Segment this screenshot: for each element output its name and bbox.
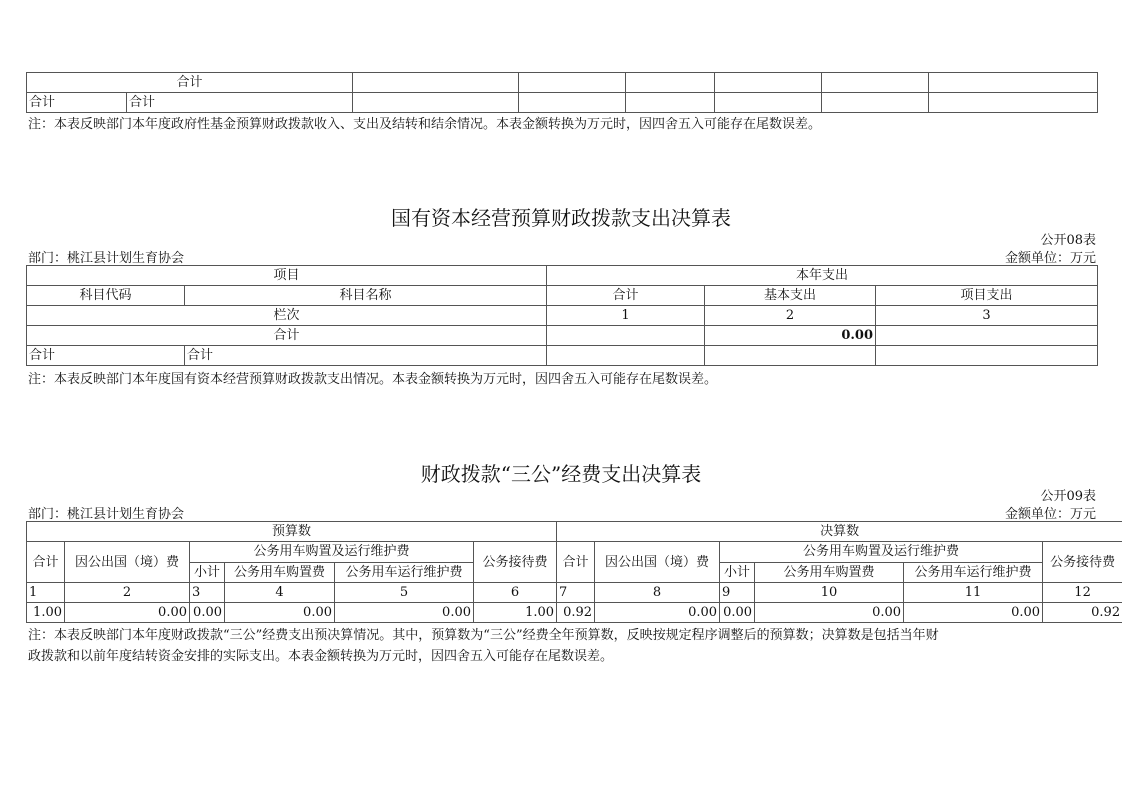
table09-num: 11 bbox=[904, 583, 1043, 603]
table08-lanci-1: 1 bbox=[547, 306, 705, 326]
table09-num: 3 bbox=[190, 583, 225, 603]
table08 bbox=[26, 265, 1098, 366]
table09-num: 1 bbox=[27, 583, 65, 603]
table09-f-total: 合计 bbox=[557, 542, 595, 583]
table09-num: 4 bbox=[225, 583, 335, 603]
table09-b-abroad: 因公出国（境）费 bbox=[65, 542, 190, 583]
table09-unit: 金额单位：万元 bbox=[1004, 507, 1096, 522]
table08-row-lanci: 栏次 bbox=[27, 306, 547, 326]
table09-b-total: 合计 bbox=[27, 542, 65, 583]
table09-value: 0.92 bbox=[557, 603, 595, 623]
table09-value: 1.00 bbox=[474, 603, 557, 623]
table09-num: 7 bbox=[557, 583, 595, 603]
table08-total-basic: 0.00 bbox=[705, 326, 876, 346]
table09-f-subtotal: 小计 bbox=[720, 562, 755, 583]
table09-num: 9 bbox=[720, 583, 755, 603]
table09-budget: 预算数 bbox=[27, 522, 557, 542]
table09-num: 6 bbox=[474, 583, 557, 603]
table09-f-reception: 公务接待费 bbox=[1043, 542, 1122, 583]
table08-note: 注：本表反映部门本年度国有资本经营预算财政拨款支出情况。本表金额转换为万元时，因四舍五入可能存在尾数误差。 bbox=[28, 372, 718, 387]
table09-num: 12 bbox=[1043, 583, 1122, 603]
table09-value: 0.00 bbox=[720, 603, 755, 623]
table08-dept: 部门：桃江县计划生育协会 bbox=[28, 251, 185, 266]
table09-final: 决算数 bbox=[557, 522, 1122, 542]
table09-b-car-buy: 公务用车购置费 bbox=[225, 562, 335, 583]
table08-lanci-2: 2 bbox=[705, 306, 876, 326]
top-table bbox=[26, 72, 1098, 113]
table09-value: 0.00 bbox=[225, 603, 335, 623]
table09-value: 0.92 bbox=[1043, 603, 1122, 623]
table09-b-car-run: 公务用车运行维护费 bbox=[335, 562, 474, 583]
table08-row-total: 合计 bbox=[27, 326, 547, 346]
table09 bbox=[26, 521, 1122, 623]
table09-dept: 部门：桃江县计划生育协会 bbox=[28, 507, 185, 522]
table08-col-code: 科目代码 bbox=[27, 286, 185, 306]
table08-last-col1: 合计 bbox=[27, 346, 185, 366]
table09-b-car: 公务用车购置及运行维护费 bbox=[190, 542, 474, 563]
table09-f-abroad: 因公出国（境）费 bbox=[595, 542, 720, 583]
table08-col-name: 科目名称 bbox=[185, 286, 547, 306]
table09-value: 0.00 bbox=[190, 603, 225, 623]
table09-f-car: 公务用车购置及运行维护费 bbox=[720, 542, 1043, 563]
table08-header-year: 本年支出 bbox=[547, 266, 1098, 286]
table09-value: 0.00 bbox=[65, 603, 190, 623]
table08-code: 公开08表 bbox=[1040, 233, 1096, 248]
table09-f-car-buy: 公务用车购置费 bbox=[755, 562, 904, 583]
table08-header-item: 项目 bbox=[27, 266, 547, 286]
table08-last-col2: 合计 bbox=[185, 346, 547, 366]
table09-value: 1.00 bbox=[27, 603, 65, 623]
table08-col-project: 项目支出 bbox=[876, 286, 1098, 306]
table09-note-line2: 政拨款和以前年度结转资金安排的实际支出。本表金额转换为万元时，因四舍五入可能存在尾数误差。 bbox=[28, 649, 614, 664]
table09-num: 10 bbox=[755, 583, 904, 603]
table09-code: 公开09表 bbox=[1040, 489, 1096, 504]
table09-num: 8 bbox=[595, 583, 720, 603]
table09-num: 2 bbox=[65, 583, 190, 603]
table09-title: 财政拨款“三公”经费支出决算表 bbox=[420, 462, 702, 486]
top-row2-col2: 合计 bbox=[127, 93, 353, 113]
table09-value: 0.00 bbox=[904, 603, 1043, 623]
table09-note-line1: 注：本表反映部门本年度财政拨款“三公”经费支出预决算情况。其中，预算数为“三公”经费全年预算数，反映按规定程序调整后的预算数；决算数是包括当年财 bbox=[28, 628, 939, 643]
table09-b-reception: 公务接待费 bbox=[474, 542, 557, 583]
table08-lanci-3: 3 bbox=[876, 306, 1098, 326]
table08-col-total: 合计 bbox=[547, 286, 705, 306]
top-total-label: 合计 bbox=[27, 73, 353, 93]
table09-value: 0.00 bbox=[335, 603, 474, 623]
top-note: 注：本表反映部门本年度政府性基金预算财政拨款收入、支出及结转和结余情况。本表金额转换为万元时，因四舍五入可能存在尾数误差。 bbox=[28, 117, 822, 132]
table09-value: 0.00 bbox=[595, 603, 720, 623]
table09-value: 0.00 bbox=[755, 603, 904, 623]
table08-col-basic: 基本支出 bbox=[705, 286, 876, 306]
table09-f-car-run: 公务用车运行维护费 bbox=[904, 562, 1043, 583]
table09-b-subtotal: 小计 bbox=[190, 562, 225, 583]
table08-title: 国有资本经营预算财政拨款支出决算表 bbox=[391, 206, 731, 230]
table08-unit: 金额单位：万元 bbox=[1004, 251, 1096, 266]
table09-num: 5 bbox=[335, 583, 474, 603]
top-row2-col1: 合计 bbox=[27, 93, 127, 113]
